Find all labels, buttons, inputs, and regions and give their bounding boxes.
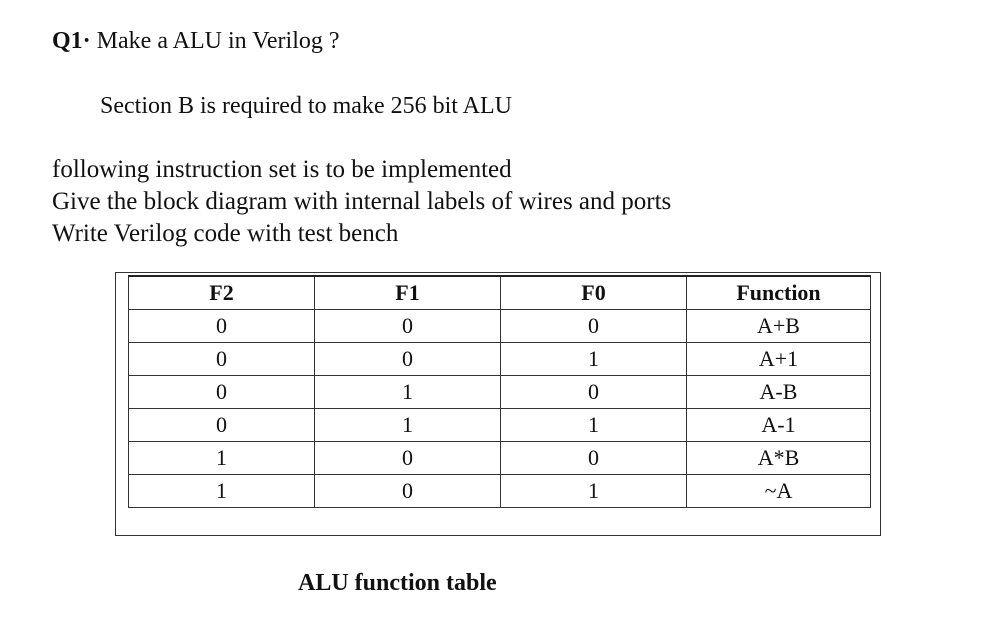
instruction-line: Give the block diagram with internal labels of wires and ports (52, 188, 672, 215)
question-number: Q1· (52, 28, 91, 54)
cell-function: A+B (687, 310, 871, 343)
cell-f0: 1 (501, 475, 687, 508)
table-row (129, 376, 871, 409)
cell-f2: 1 (129, 442, 315, 475)
cell-f1: 1 (315, 409, 501, 442)
cell-function: A*B (687, 442, 871, 475)
cell-f0: 1 (501, 343, 687, 376)
cell-f2: 0 (129, 376, 315, 409)
table-caption: ALU function table (298, 570, 497, 596)
cell-function: A-B (687, 376, 871, 409)
cell-f1: 0 (315, 442, 501, 475)
header-function: Function (687, 276, 871, 310)
alu-function-table (128, 275, 871, 508)
instruction-line: following instruction set is to be implemented (52, 156, 512, 183)
cell-f0: 1 (501, 409, 687, 442)
cell-function: A-1 (687, 409, 871, 442)
cell-f1: 0 (315, 475, 501, 508)
table-row (129, 409, 871, 442)
cell-f2: 0 (129, 310, 315, 343)
instruction-line: Write Verilog code with test bench (52, 220, 399, 247)
table-row (129, 475, 871, 508)
cell-f1: 0 (315, 310, 501, 343)
cell-f0: 0 (501, 376, 687, 409)
cell-f2: 0 (129, 409, 315, 442)
cell-f2: 1 (129, 475, 315, 508)
header-f2: F2 (129, 276, 315, 310)
section-note: Section B is required to make 256 bit ALU (100, 93, 512, 119)
cell-f0: 0 (501, 310, 687, 343)
header-f0: F0 (501, 276, 687, 310)
question-line (52, 28, 340, 55)
cell-f2: 0 (129, 343, 315, 376)
header-f1: F1 (315, 276, 501, 310)
cell-f0: 0 (501, 442, 687, 475)
cell-f1: 1 (315, 376, 501, 409)
cell-f1: 0 (315, 343, 501, 376)
table-header-row (129, 276, 871, 310)
cell-function: A+1 (687, 343, 871, 376)
table-row (129, 442, 871, 475)
table-row (129, 343, 871, 376)
table-row (129, 310, 871, 343)
cell-function: ~A (687, 475, 871, 508)
question-text: Make a ALU in Verilog ? (96, 28, 340, 54)
